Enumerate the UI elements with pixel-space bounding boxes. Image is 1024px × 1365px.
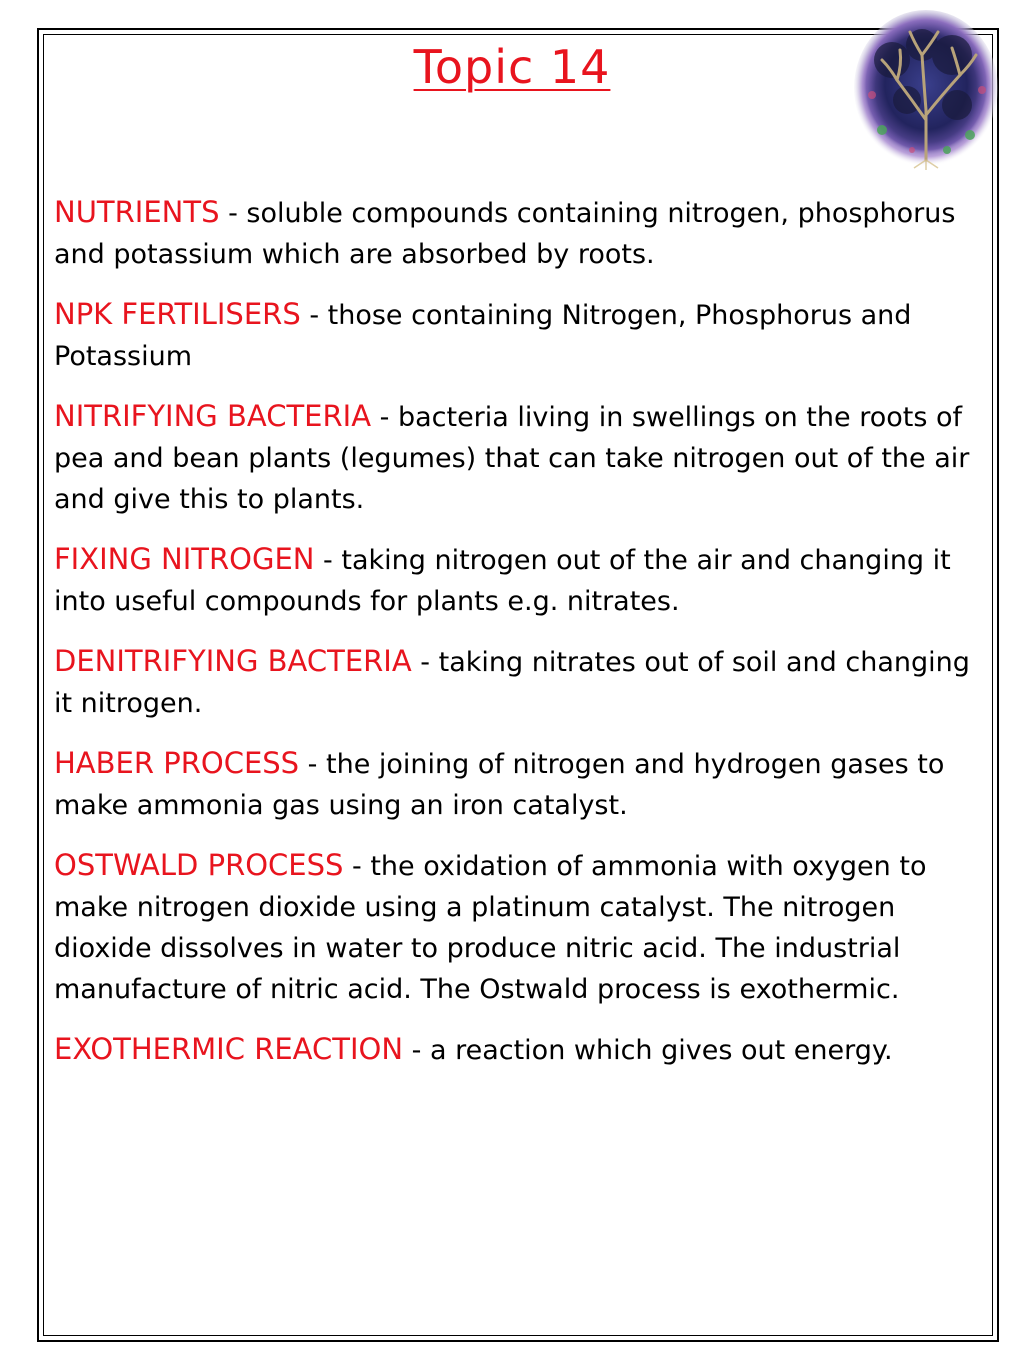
definition-term: NITRIFYING BACTERIA [54,399,372,433]
definition-term: NUTRIENTS [54,195,220,229]
definition-term: DENITRIFYING BACTERIA [54,644,412,678]
definition-term: OSTWALD PROCESS [54,848,344,882]
page-title: Topic 14 [413,40,611,94]
definition-text: - taking nitrogen out of the air and changing it into useful compounds for plants e.g. nitrates. [54,545,951,617]
definition-item [54,641,984,724]
definition-item [54,294,984,377]
definition-item [54,192,984,275]
definition-text: - bacteria living in swellings on the roots of pea and bean plants (legumes) that can take nitrogen out of the air and give this to plants. [54,402,970,515]
definition-item [54,743,984,826]
definition-text: - taking nitrates out of soil and changing it nitrogen. [54,647,970,719]
definition-term: FIXING NITROGEN [54,542,315,576]
definition-item [54,539,984,622]
tree-icon [852,10,1000,170]
definition-text: - soluble compounds containing nitrogen, phosphorus and potassium which are absorbed by roots. [54,198,956,270]
definition-item [54,845,984,1010]
definition-item [54,1029,984,1071]
definition-term: NPK FERTILISERS [54,297,301,331]
definition-item [54,396,984,520]
definition-term: EXOTHERMIC REACTION [54,1032,404,1066]
definition-text: - the joining of nitrogen and hydrogen gases to make ammonia gas using an iron catalyst. [54,749,945,821]
definition-text: - those containing Nitrogen, Phosphorus and Potassium [54,300,912,372]
definition-text: - a reaction which gives out energy. [403,1035,893,1066]
definition-term: HABER PROCESS [54,746,300,780]
definition-text: - the oxidation of ammonia with oxygen to make nitrogen dioxide using a platinum catalyst. The nitrogen dioxide dissolves in water to produce nitric acid. The industrial manufacture of nitric acid. The Ostwald process is exothermic. [54,851,927,1005]
definitions-list [54,192,984,1090]
